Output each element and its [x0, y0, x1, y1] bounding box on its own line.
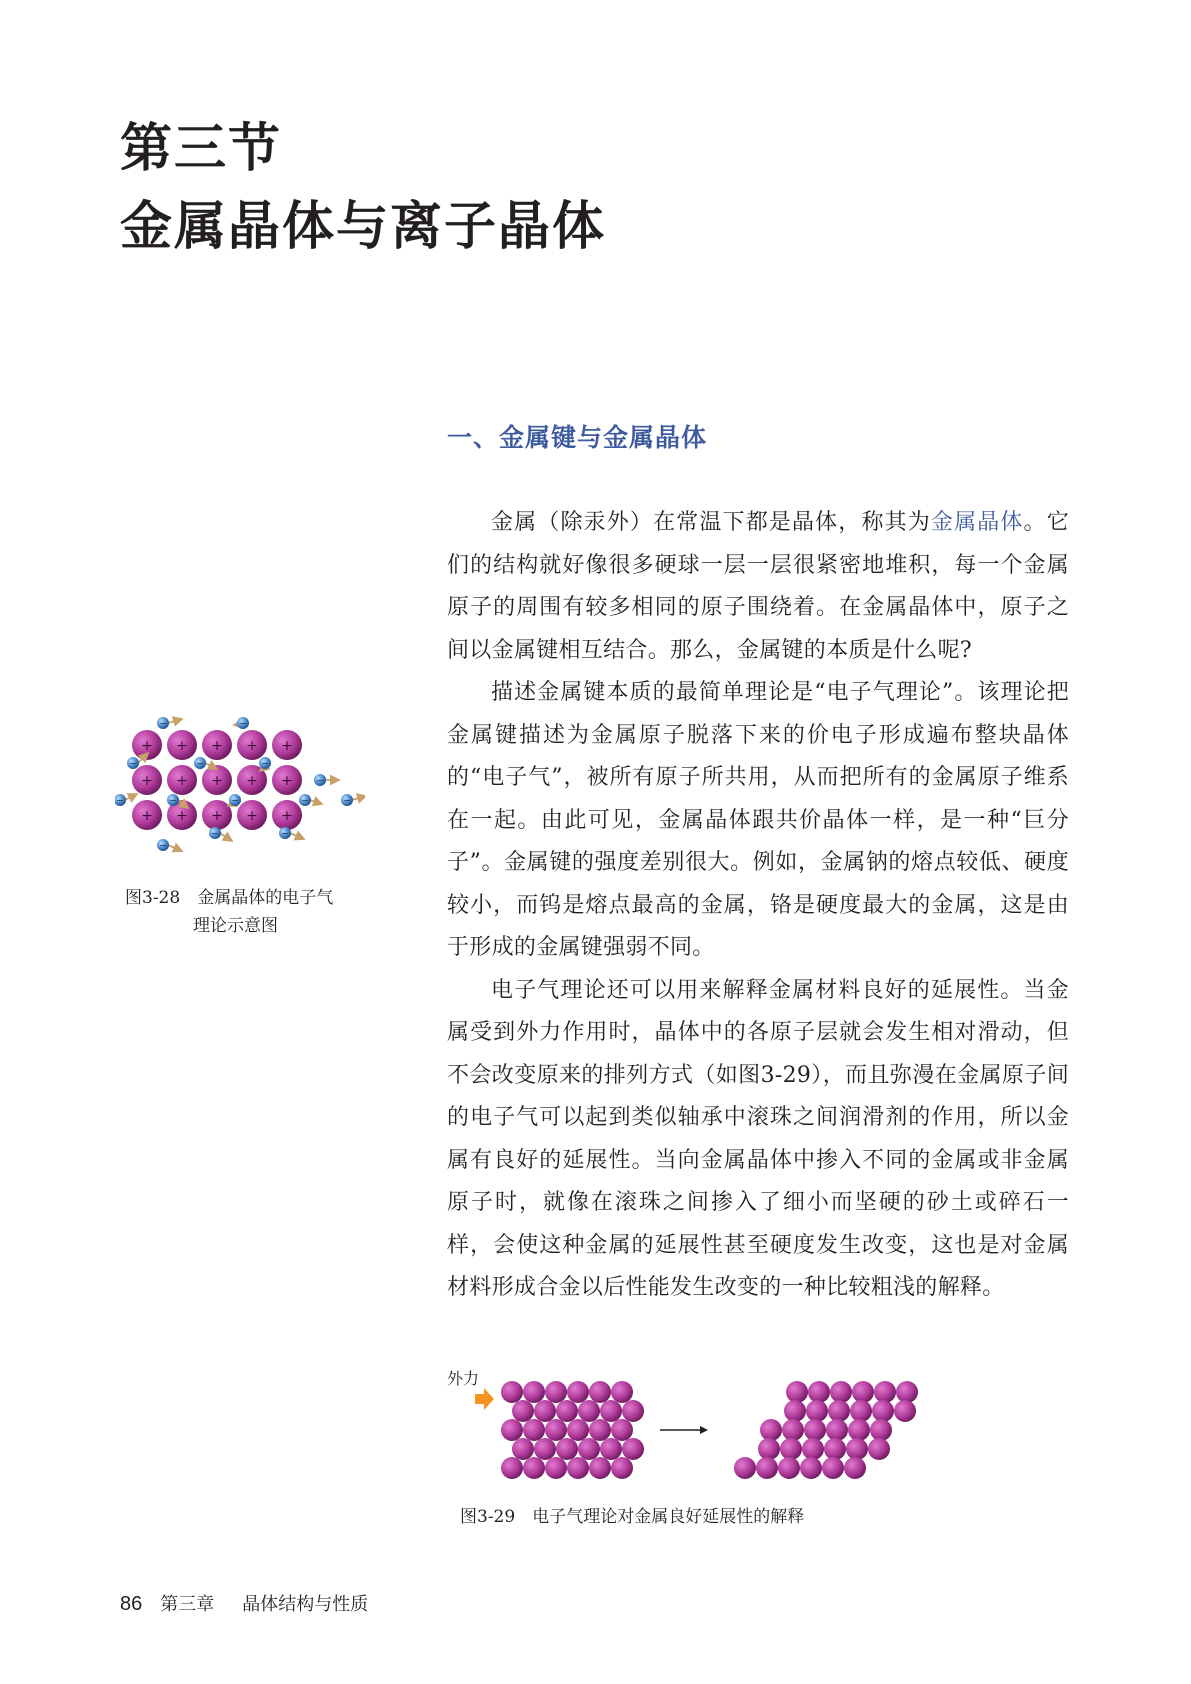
- atom: [578, 1438, 600, 1460]
- atom: [272, 765, 302, 795]
- atom: [545, 1381, 567, 1403]
- chapter-title: [120, 110, 606, 266]
- atom: [870, 1419, 892, 1441]
- body-text: [447, 502, 1069, 1310]
- atom: [868, 1438, 890, 1460]
- external-force-label: 外力: [447, 1369, 480, 1388]
- svg-text:−: −: [116, 796, 124, 807]
- atom: [523, 1419, 545, 1441]
- electron: [259, 757, 271, 771]
- svg-text:+: +: [281, 738, 293, 754]
- atom: [600, 1438, 622, 1460]
- figure-3-28-caption: 图3-28 金属晶体的电子气 理论示意图: [125, 888, 334, 936]
- atom: [501, 1457, 523, 1479]
- svg-text:−: −: [261, 759, 269, 770]
- atom: [894, 1400, 916, 1422]
- svg-text:−: −: [231, 796, 239, 807]
- atom: [778, 1457, 800, 1479]
- figure-3-29-caption: 图3-29 电子气理论对金属良好延展性的解释: [460, 1507, 805, 1527]
- atom: [830, 1381, 852, 1403]
- chapter-name: 金属晶体与离子晶体: [120, 196, 607, 257]
- atom: [824, 1438, 846, 1460]
- atom: [202, 765, 232, 795]
- svg-text:−: −: [169, 796, 177, 807]
- svg-text:+: +: [246, 808, 258, 824]
- svg-text:+: +: [211, 773, 223, 789]
- atom: [237, 800, 267, 830]
- atom: [501, 1419, 523, 1441]
- figure-3-28: [115, 715, 365, 865]
- force-arrow-icon: [475, 1388, 494, 1410]
- atom: [567, 1381, 589, 1403]
- electron: [341, 794, 365, 807]
- atom: [784, 1400, 806, 1422]
- svg-text:−: −: [239, 719, 247, 730]
- electron: [234, 717, 249, 730]
- atom: [786, 1381, 808, 1403]
- atom: [534, 1438, 556, 1460]
- svg-text:+: +: [281, 773, 293, 789]
- atom: [850, 1400, 872, 1422]
- atom: [589, 1457, 611, 1479]
- atom: [567, 1457, 589, 1479]
- svg-text:−: −: [159, 719, 167, 730]
- svg-text:+: +: [246, 773, 258, 789]
- atom: [826, 1419, 848, 1441]
- footer-chapter-title: 晶体结构与性质: [242, 1594, 369, 1615]
- atom: [600, 1400, 622, 1422]
- svg-text:−: −: [301, 796, 309, 807]
- paragraph-3: 电子气理论还可以用来解释金属材料良好的延展性。当金属受到外力作用时，晶体中的各原子层就会发生相对滑动，但不会改变原来的排列方式（如图3-29），而且弥漫在金属原子间的电子气可以起到类似轴承中滚珠之间润滑剂的作用，所以金属有良好的延展性。当向金属晶体中掺入不同的金属或非金属原子时，就像在滚珠之间掺入了细小而坚硬的砂土或碎石一样，会使这种金属的延展性甚至硬度发生改变，这也是对金属材料形成合金以后性能发生改变的一种比较粗浅的解释。: [447, 977, 1069, 1300]
- svg-text:+: +: [246, 738, 258, 754]
- svg-text:+: +: [141, 808, 153, 824]
- svg-text:−: −: [159, 841, 167, 852]
- atom: [567, 1419, 589, 1441]
- atom: [611, 1381, 633, 1403]
- svg-text:−: −: [129, 759, 137, 770]
- atom: [512, 1438, 534, 1460]
- atom: [272, 730, 302, 760]
- atom: [589, 1381, 611, 1403]
- atom: [578, 1400, 600, 1422]
- atom: [589, 1419, 611, 1441]
- atom: [852, 1381, 874, 1403]
- paragraph-1: 金属（除汞外）在常温下都是晶体，称其为金属晶体。它们的结构就好像很多硬球一层一层很紧密地堆积，每一个金属原子的周围有较多相同的原子围绕着。在金属晶体中，原子之间以金属键相互结合。那么，金属键的本质是什么呢?: [447, 510, 1070, 663]
- svg-text:+: +: [176, 738, 188, 754]
- page-footer: [120, 1590, 368, 1616]
- electron: [157, 839, 182, 852]
- atom: [523, 1381, 545, 1403]
- atom: [756, 1457, 778, 1479]
- atom: [800, 1457, 822, 1479]
- atom: [802, 1438, 824, 1460]
- atom: [760, 1419, 782, 1441]
- atom: [896, 1381, 918, 1403]
- atom: [758, 1438, 780, 1460]
- svg-text:−: −: [281, 829, 289, 840]
- atom: [828, 1400, 850, 1422]
- atom: [545, 1419, 567, 1441]
- electron: [299, 794, 322, 807]
- electron: [228, 794, 241, 807]
- paragraph-2: 描述金属键本质的最简单理论是“电子气理论”。该理论把金属键描述为金属原子脱落下来的价电子形成遍布整块晶体的“电子气”，被所有原子所共用，从而把所有的金属原子维系在一起。由此可见，金属晶体跟共价晶体一样，是一种“巨分子”。金属键的强度差别很大。例如，金属钠的熔点较低、硬度较小，而钨是熔点最高的金属，铬是硬度最大的金属，这是由于形成的金属键强弱不同。: [447, 680, 1069, 960]
- svg-text:+: +: [141, 773, 153, 789]
- atom: [167, 765, 197, 795]
- atom: [132, 730, 162, 760]
- svg-text:+: +: [141, 738, 153, 754]
- atom: [556, 1400, 578, 1422]
- atom: [272, 800, 302, 830]
- svg-text:+: +: [281, 808, 293, 824]
- svg-text:+: +: [176, 808, 188, 824]
- atom: [534, 1400, 556, 1422]
- chapter-number: 第三节: [120, 118, 283, 179]
- svg-text:+: +: [211, 738, 223, 754]
- atom: [202, 800, 232, 830]
- atom: [237, 730, 267, 760]
- atom: [611, 1419, 633, 1441]
- page-number: 86: [120, 1593, 143, 1615]
- atom: [844, 1457, 866, 1479]
- atom: [782, 1419, 804, 1441]
- electron: [157, 717, 182, 730]
- atom: [822, 1457, 844, 1479]
- svg-text:+: +: [211, 808, 223, 824]
- atom: [846, 1438, 868, 1460]
- atom: [556, 1438, 578, 1460]
- svg-text:−: −: [316, 776, 324, 787]
- atom: [872, 1400, 894, 1422]
- svg-text:+: +: [176, 773, 188, 789]
- atom: [132, 800, 162, 830]
- atom: [806, 1400, 828, 1422]
- atom: [545, 1457, 567, 1479]
- atom: [611, 1457, 633, 1479]
- figure-3-29: [470, 1370, 970, 1500]
- svg-text:−: −: [211, 829, 219, 840]
- atom: [804, 1419, 826, 1441]
- atom: [132, 765, 162, 795]
- atom: [622, 1438, 644, 1460]
- atom: [848, 1419, 870, 1441]
- atom: [780, 1438, 802, 1460]
- atom: [622, 1400, 644, 1422]
- svg-text:−: −: [196, 759, 204, 770]
- svg-text:−: −: [343, 796, 351, 807]
- electron: [115, 794, 137, 807]
- atom: [874, 1381, 896, 1403]
- atom: [167, 730, 197, 760]
- electron: [314, 774, 339, 787]
- atom: [808, 1381, 830, 1403]
- atom: [734, 1457, 756, 1479]
- section-heading: 一、金属键与金属晶体: [447, 423, 708, 452]
- atom: [512, 1400, 534, 1422]
- term-metal-crystal: 金属晶体: [930, 510, 1024, 535]
- atom: [523, 1457, 545, 1479]
- atom: [202, 730, 232, 760]
- footer-chapter: 第三章: [160, 1594, 215, 1615]
- atom: [501, 1381, 523, 1403]
